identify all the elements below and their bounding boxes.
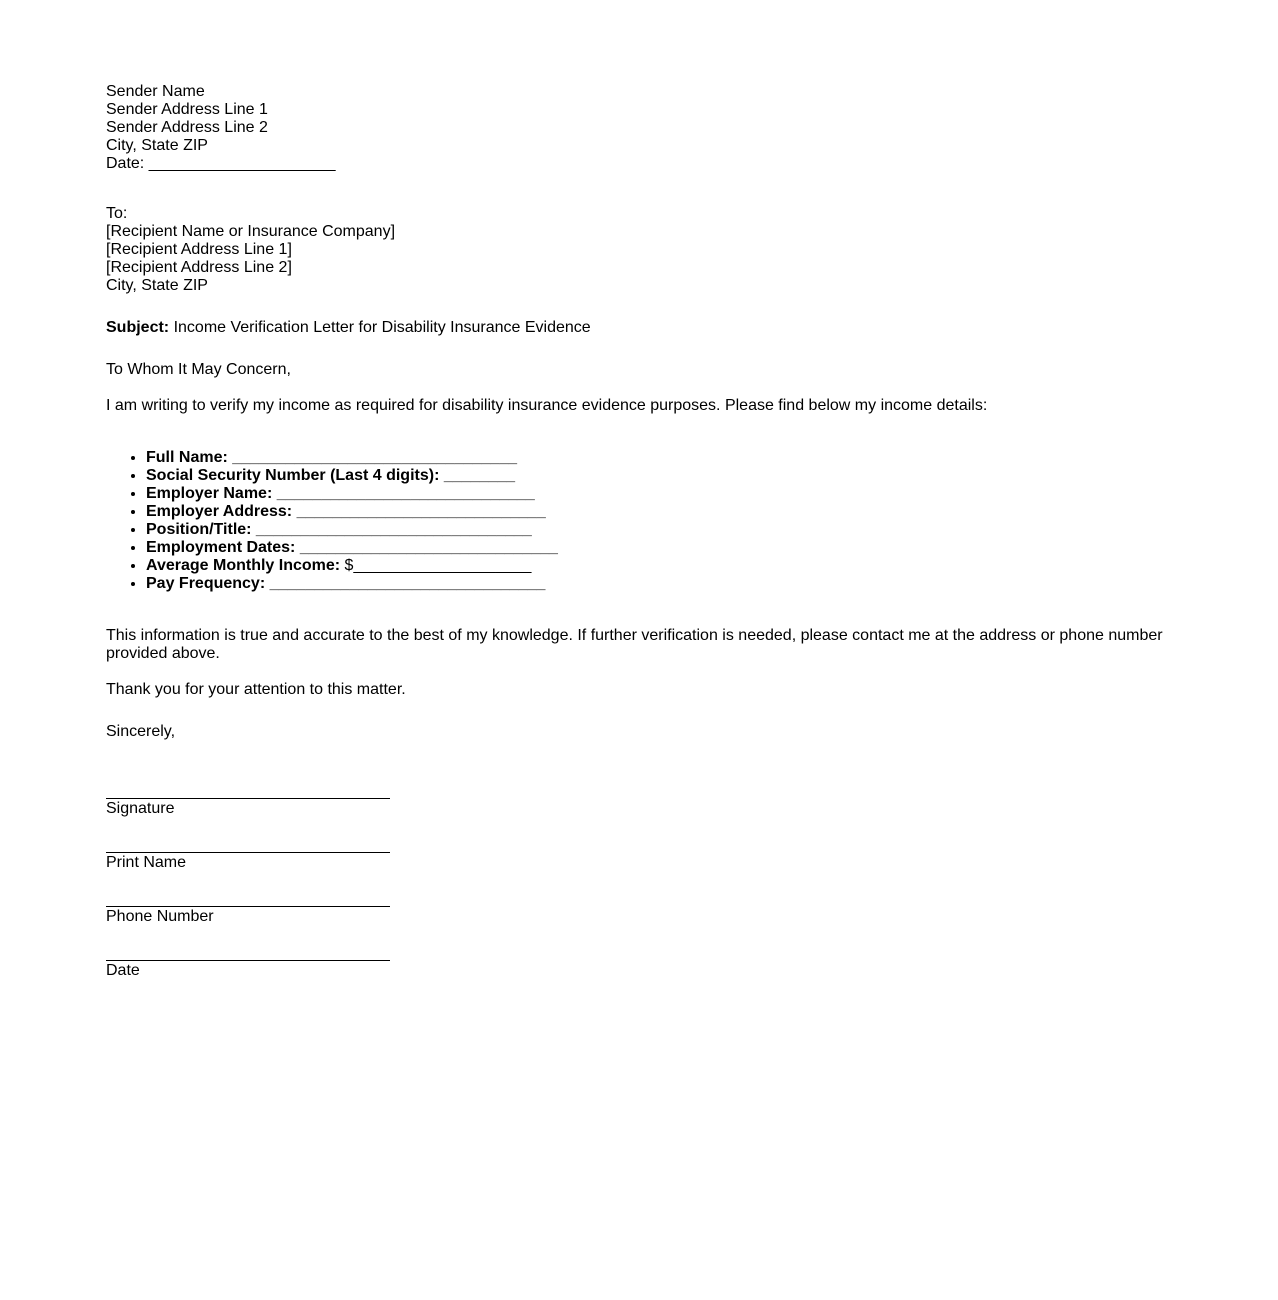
list-item-employer-address: • Employer Address: ____________________________ bbox=[146, 503, 558, 521]
greeting: To Whom It May Concern, bbox=[106, 361, 291, 378]
list-item-ssn: • Social Security Number (Last 4 digits): ________ bbox=[146, 467, 558, 485]
closing-paragraph: This information is true and accurate to the best of my knowledge. If further verification is needed, please contact me at the address or phone number provided above. bbox=[106, 627, 1163, 662]
list-item-pay-frequency: • Pay Frequency: _______________________________ bbox=[146, 575, 558, 593]
list-item-position: • Position/Title: _______________________________ bbox=[146, 521, 558, 539]
print-name-line bbox=[106, 852, 390, 853]
print-name-field bbox=[106, 852, 390, 872]
signature-line bbox=[106, 798, 390, 799]
sender-city: City, State ZIP bbox=[106, 137, 208, 154]
phone-number-field bbox=[106, 906, 390, 926]
signoff: Sincerely, bbox=[106, 723, 176, 740]
list-item-full-name: • Full Name: ________________________________ bbox=[146, 449, 558, 467]
recipient-address-2: [Recipient Address Line 2] bbox=[106, 259, 292, 276]
recipient-name: [Recipient Name or Insurance Company] bbox=[106, 223, 396, 240]
date-blank: _____________________ bbox=[148, 155, 336, 172]
recipient-address-1: [Recipient Address Line 1] bbox=[106, 241, 292, 258]
thanks-line: Thank you for your attention to this matter. bbox=[106, 681, 406, 698]
list-item-employment-dates: • Employment Dates: _____________________________ bbox=[146, 539, 558, 557]
date-label: Date: bbox=[106, 155, 145, 172]
recipient-block bbox=[106, 205, 395, 295]
income-details-list bbox=[106, 449, 558, 593]
date-field bbox=[106, 960, 390, 980]
sender-address-2: Sender Address Line 2 bbox=[106, 119, 268, 136]
signature-field bbox=[106, 798, 390, 818]
signature-label: Signature bbox=[106, 800, 175, 817]
subject-text: Income Verification Letter for Disability Insurance Evidence bbox=[169, 319, 591, 336]
phone-number-label: Phone Number bbox=[106, 908, 214, 925]
list-item-monthly-income: • Average Monthly Income: $____________________ bbox=[146, 557, 558, 575]
intro-paragraph: I am writing to verify my income as required for disability insurance evidence purposes. Please find below my income details: bbox=[106, 397, 988, 414]
date-line bbox=[106, 960, 390, 961]
sender-date bbox=[106, 155, 336, 173]
date-signature-label: Date bbox=[106, 962, 140, 979]
subject-line bbox=[106, 319, 591, 337]
sender-name: Sender Name bbox=[106, 83, 205, 100]
list-item-employer-name: • Employer Name: _____________________________ bbox=[146, 485, 558, 503]
sender-address-1: Sender Address Line 1 bbox=[106, 101, 268, 118]
print-name-label: Print Name bbox=[106, 854, 187, 871]
sender-block bbox=[106, 83, 336, 173]
phone-number-line bbox=[106, 906, 390, 907]
to-label: To: bbox=[106, 205, 128, 222]
recipient-city: City, State ZIP bbox=[106, 277, 208, 294]
subject-label: Subject: bbox=[106, 319, 170, 336]
